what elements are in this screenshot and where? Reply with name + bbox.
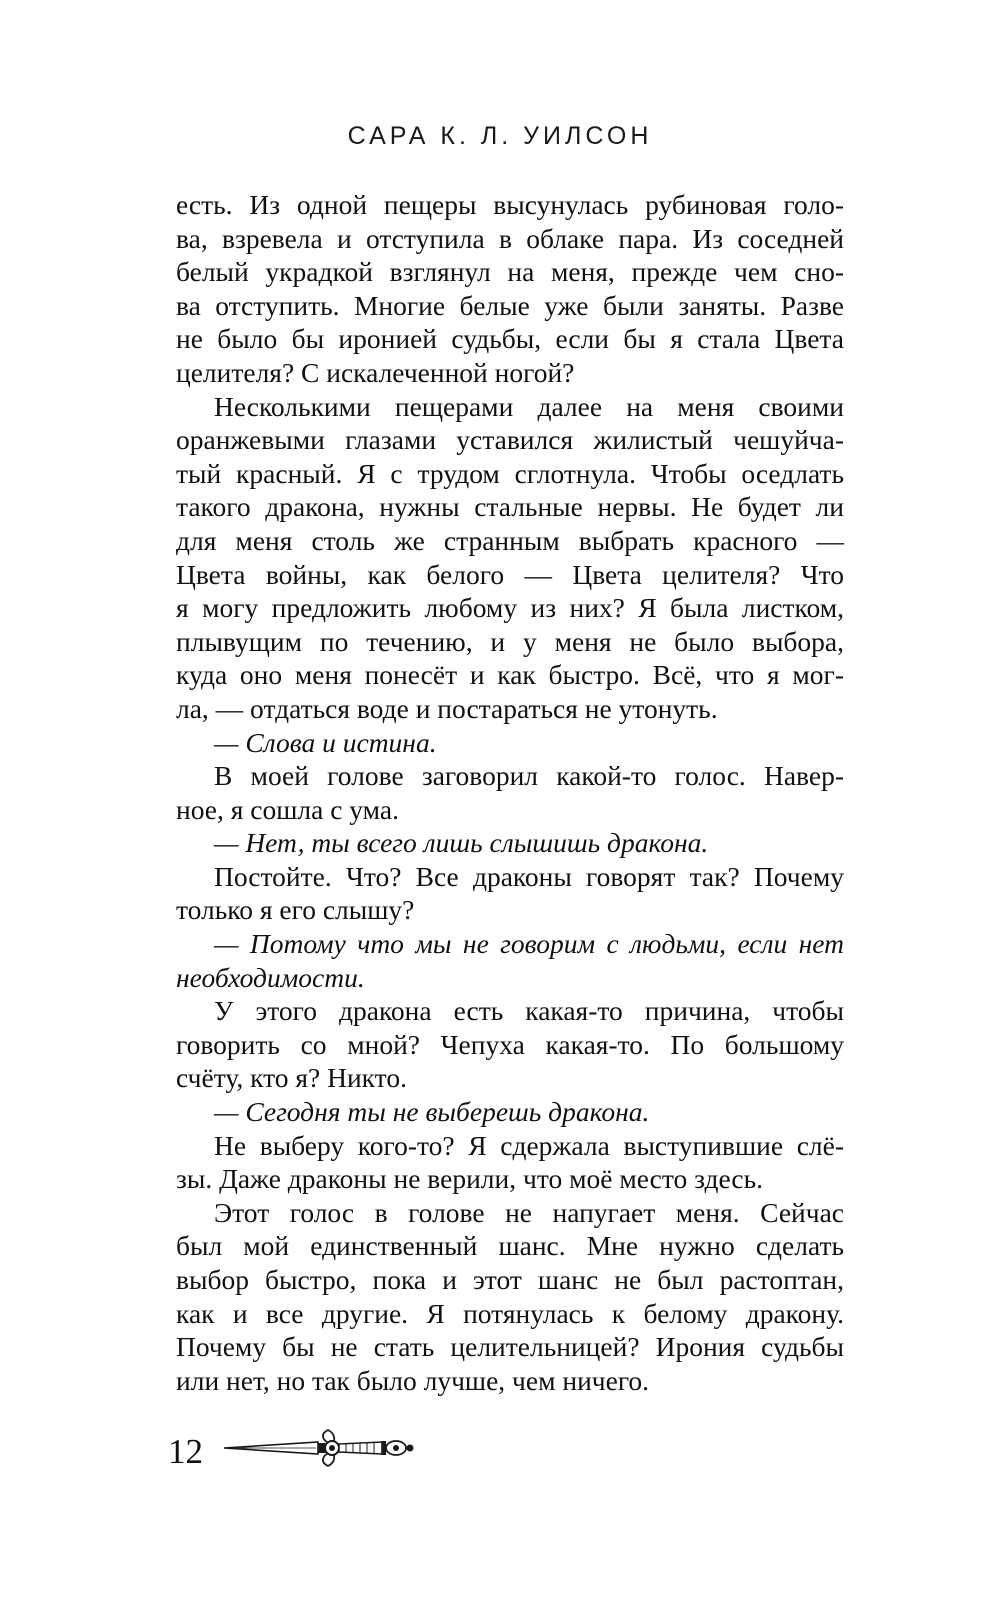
dagger-icon xyxy=(222,1426,422,1470)
text-line: белый украдкой взглянул на меня, прежде чем сно- xyxy=(176,256,844,288)
dialogue-line: необходимости. xyxy=(176,961,365,993)
body-text xyxy=(176,188,844,1397)
text-line: говорить со мной? Чепуха какая-то. По большому xyxy=(176,1028,844,1060)
text-line: Почему бы не стать целительницей? Ирония судьбы xyxy=(176,1331,844,1363)
text-line: только я его слышу? xyxy=(176,894,415,926)
text-line: ва отступить. Многие белые уже были заняты. Разве xyxy=(176,289,844,321)
text-line: куда оно меня понесёт и как быстро. Всё, что я мог- xyxy=(176,659,844,691)
text-line: плывущим по течению, и у меня не было выбора, xyxy=(176,625,844,657)
text-line: Несколькими пещерами далее на меня своими xyxy=(214,390,844,422)
text-line: У этого дракона есть какая-то причина, чтобы xyxy=(214,995,844,1027)
running-head: САРА К. Л. УИЛСОН xyxy=(347,122,653,150)
text-line: оранжевыми глазами уставился жилистый чешуйча- xyxy=(176,424,844,456)
text-line: есть. Из одной пещеры высунулась рубиновая голо- xyxy=(176,189,844,220)
text-line: такого дракона, нужны стальные нервы. Не будет ли xyxy=(176,491,844,523)
text-line: Постойте. Что? Все драконы говорят так? Почему xyxy=(214,860,844,892)
text-line: не было бы иронией судьбы, если бы я стала Цвета xyxy=(176,323,844,355)
text-line: Не выберу кого-то? Я сдержала выступившие слё- xyxy=(214,1129,844,1161)
text-line: или нет, но так было лучше, чем ничего. xyxy=(176,1364,650,1396)
text-line: был мой единственный шанс. Мне нужно сделать xyxy=(176,1230,844,1262)
text-line: Цвета войны, как белого — Цвета целителя? Что xyxy=(176,558,844,590)
page-number: 12 xyxy=(168,1432,203,1471)
text-line: ва, взревела и отступила в облаке пара. Из соседней xyxy=(176,222,844,254)
text-line: зы. Даже драконы не верили, что моё место здесь. xyxy=(176,1163,763,1195)
dialogue-line: — Нет, ты всего лишь слышишь дракона. xyxy=(214,827,709,859)
text-line: для меня столь же странным выбрать красного — xyxy=(176,524,844,556)
text-line: В моей голове заговорил какой-то голос. Навер- xyxy=(214,760,844,792)
text-line: ное, я сошла с ума. xyxy=(176,793,399,825)
text-line: выбор быстро, пока и этот шанс не был растоптан, xyxy=(176,1264,844,1295)
dialogue-line: — Потому что мы не говорим с людьми, если нет xyxy=(214,928,844,960)
dialogue-line: — Сегодня ты не выберешь дракона. xyxy=(214,1096,650,1128)
text-line: тый красный. Я с трудом сглотнула. Чтобы оседлать xyxy=(176,457,844,489)
text-line: я могу предложить любому из них? Я была листком, xyxy=(176,592,844,624)
text-line: целителя? С искалеченной ногой? xyxy=(176,356,575,388)
text-line: счёту, кто я? Никто. xyxy=(176,1062,407,1094)
text-line: как и все другие. Я потянулась к белому дракону. xyxy=(176,1297,844,1329)
dialogue-line: — Слова и истина. xyxy=(214,726,437,758)
text-line: Этот голос в голове не напугает меня. Сейчас xyxy=(214,1196,844,1228)
text-line: ла, — отдаться воде и постараться не утонуть. xyxy=(176,692,718,724)
